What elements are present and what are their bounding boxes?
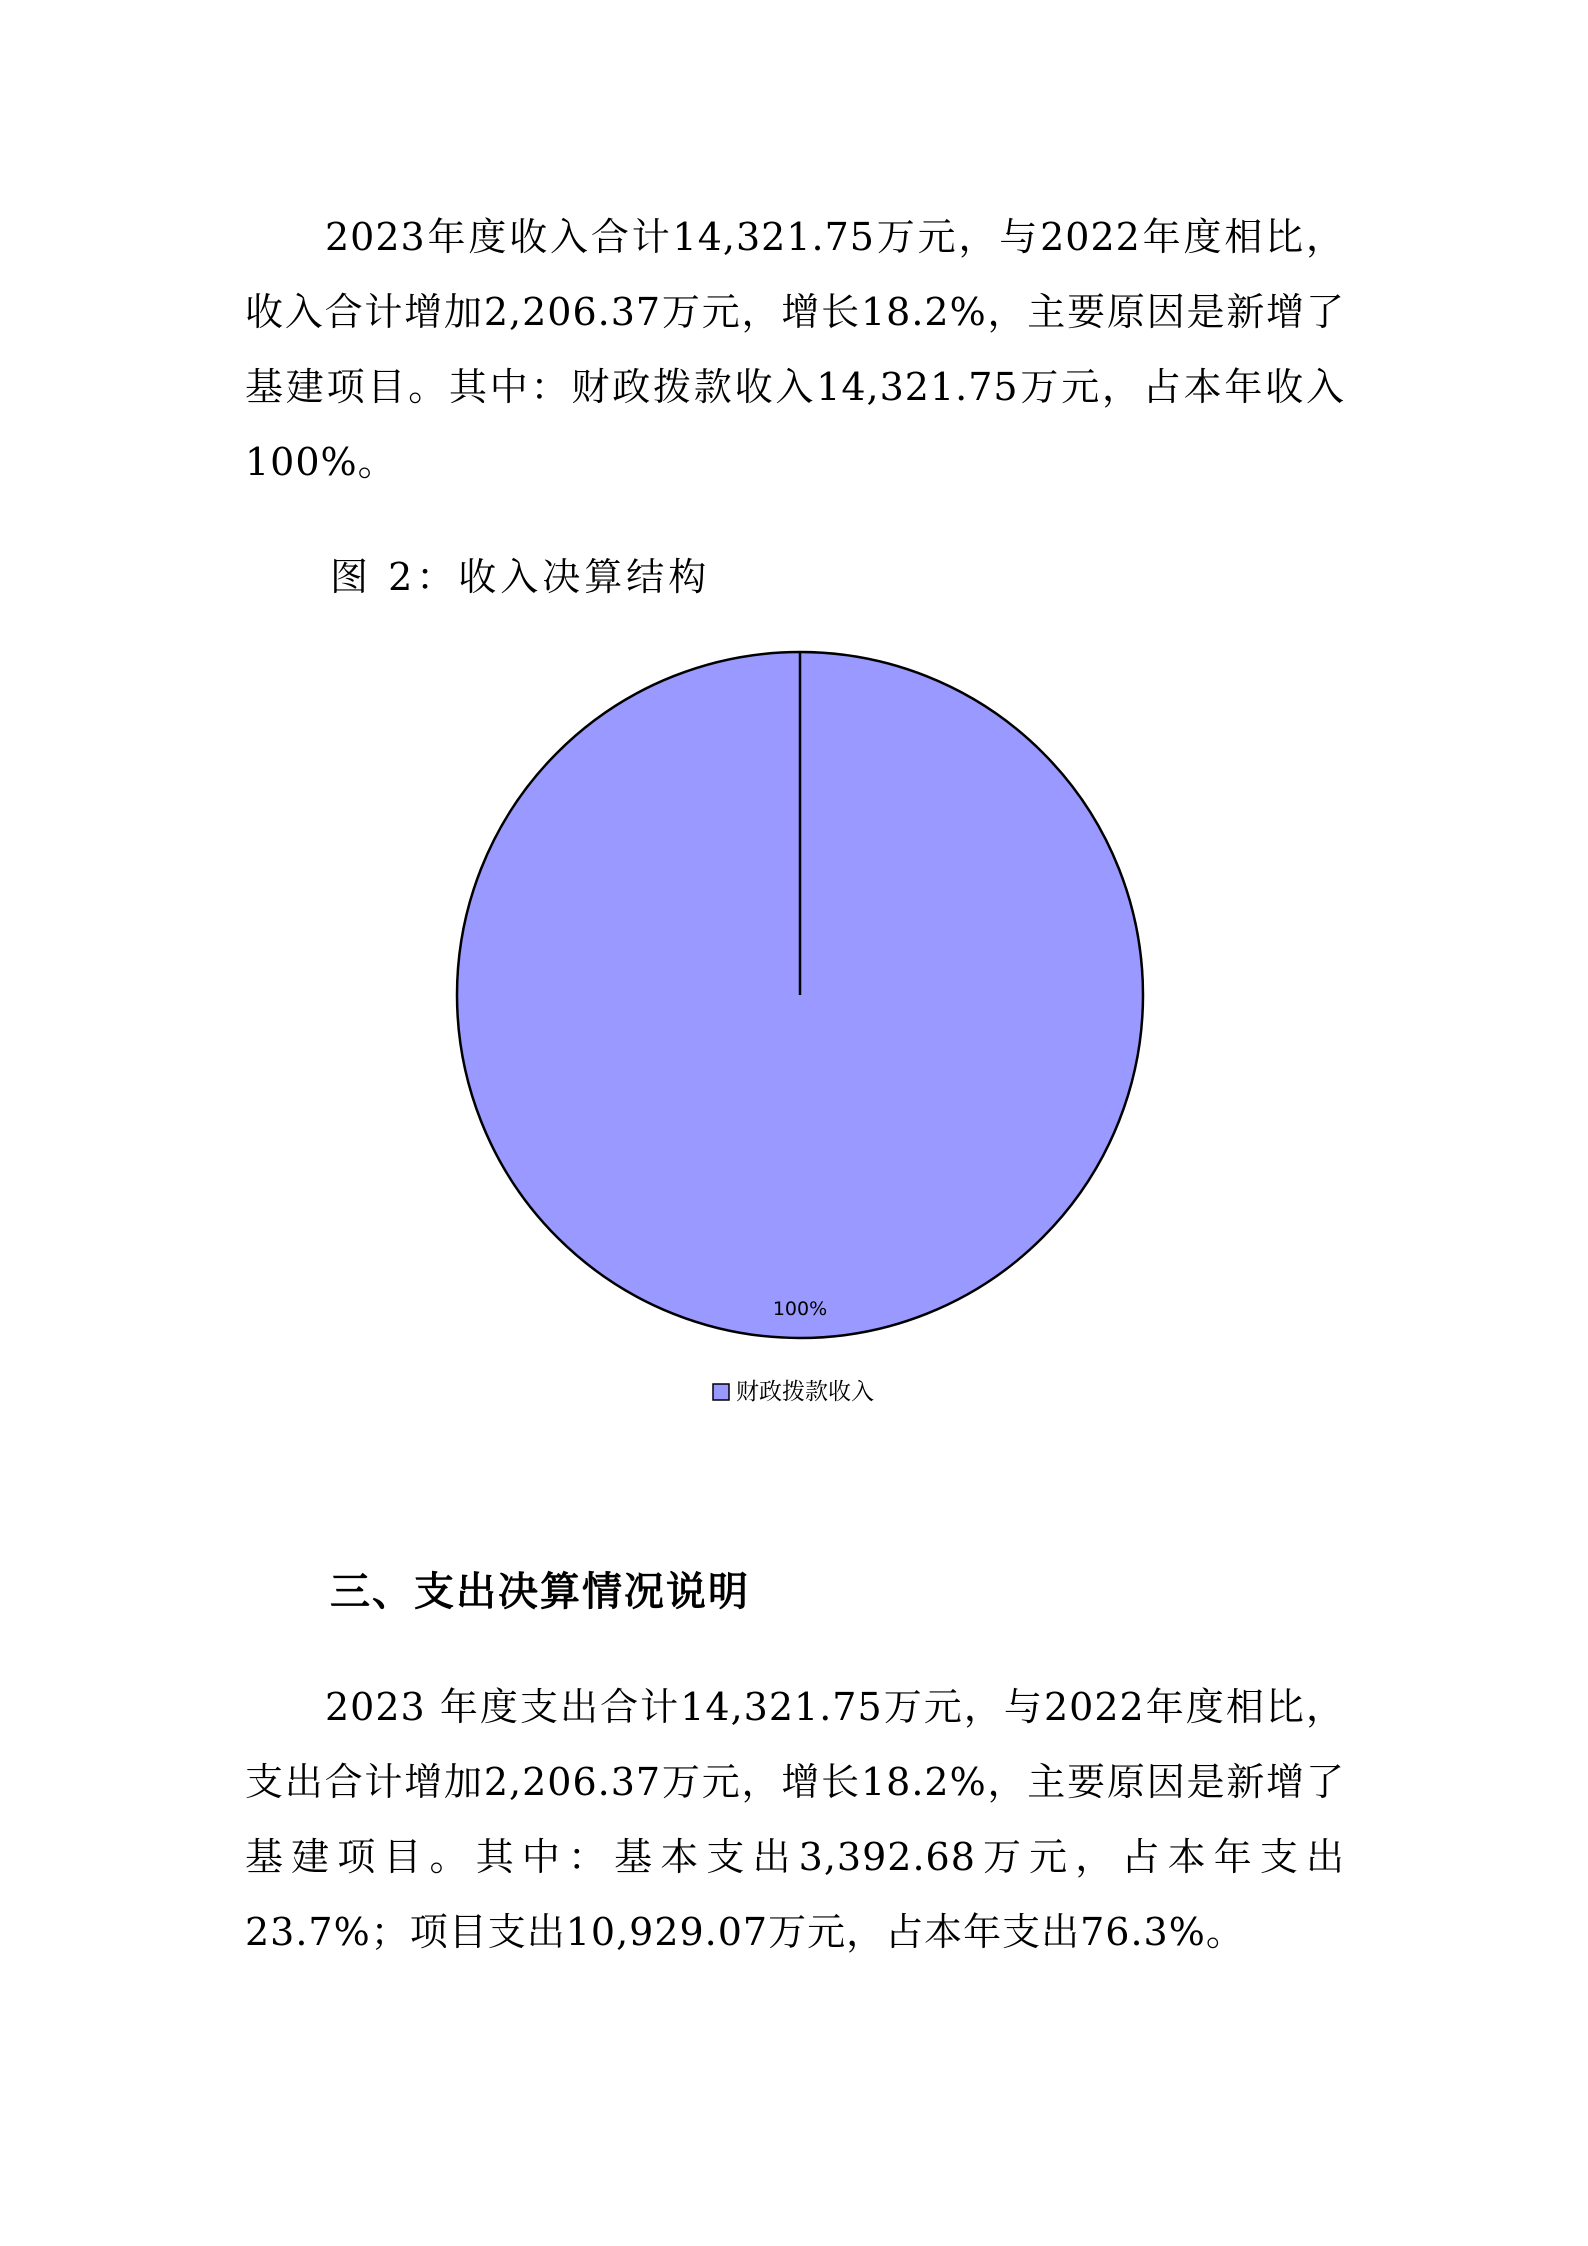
pie-slice-label-0: 100% (772, 1298, 828, 1320)
pie-legend (713, 1379, 874, 1405)
pie-labels (773, 1298, 827, 1320)
figure-caption: 图 2：收入决算结构 (330, 555, 711, 599)
pie-slices (457, 652, 1143, 1338)
income-structure-pie-chart (400, 640, 1200, 1430)
expense-paragraph: 2023 年度支出合计14,321.75万元，与2022年度相比，支出合计增加2,206.37万元，增长18.2%，主要原因是新增了基建项目。其中：基本支出3,392.68万元，占本年支出23.7%；项目支出10,929.07万元，占本年支出76.3%。 (245, 1685, 1345, 1954)
section-heading-expense: 三、支出决算情况说明 (330, 1569, 750, 1615)
income-paragraph: 2023年度收入合计14,321.75万元，与2022年度相比，收入合计增加2,206.37万元，增长18.2%，主要原因是新增了基建项目。其中：财政拨款收入14,321.75万元，占本年收入100%。 (245, 215, 1345, 484)
legend-swatch-0 (713, 1384, 729, 1400)
legend-label-0: 财政拨款收入 (736, 1379, 874, 1405)
